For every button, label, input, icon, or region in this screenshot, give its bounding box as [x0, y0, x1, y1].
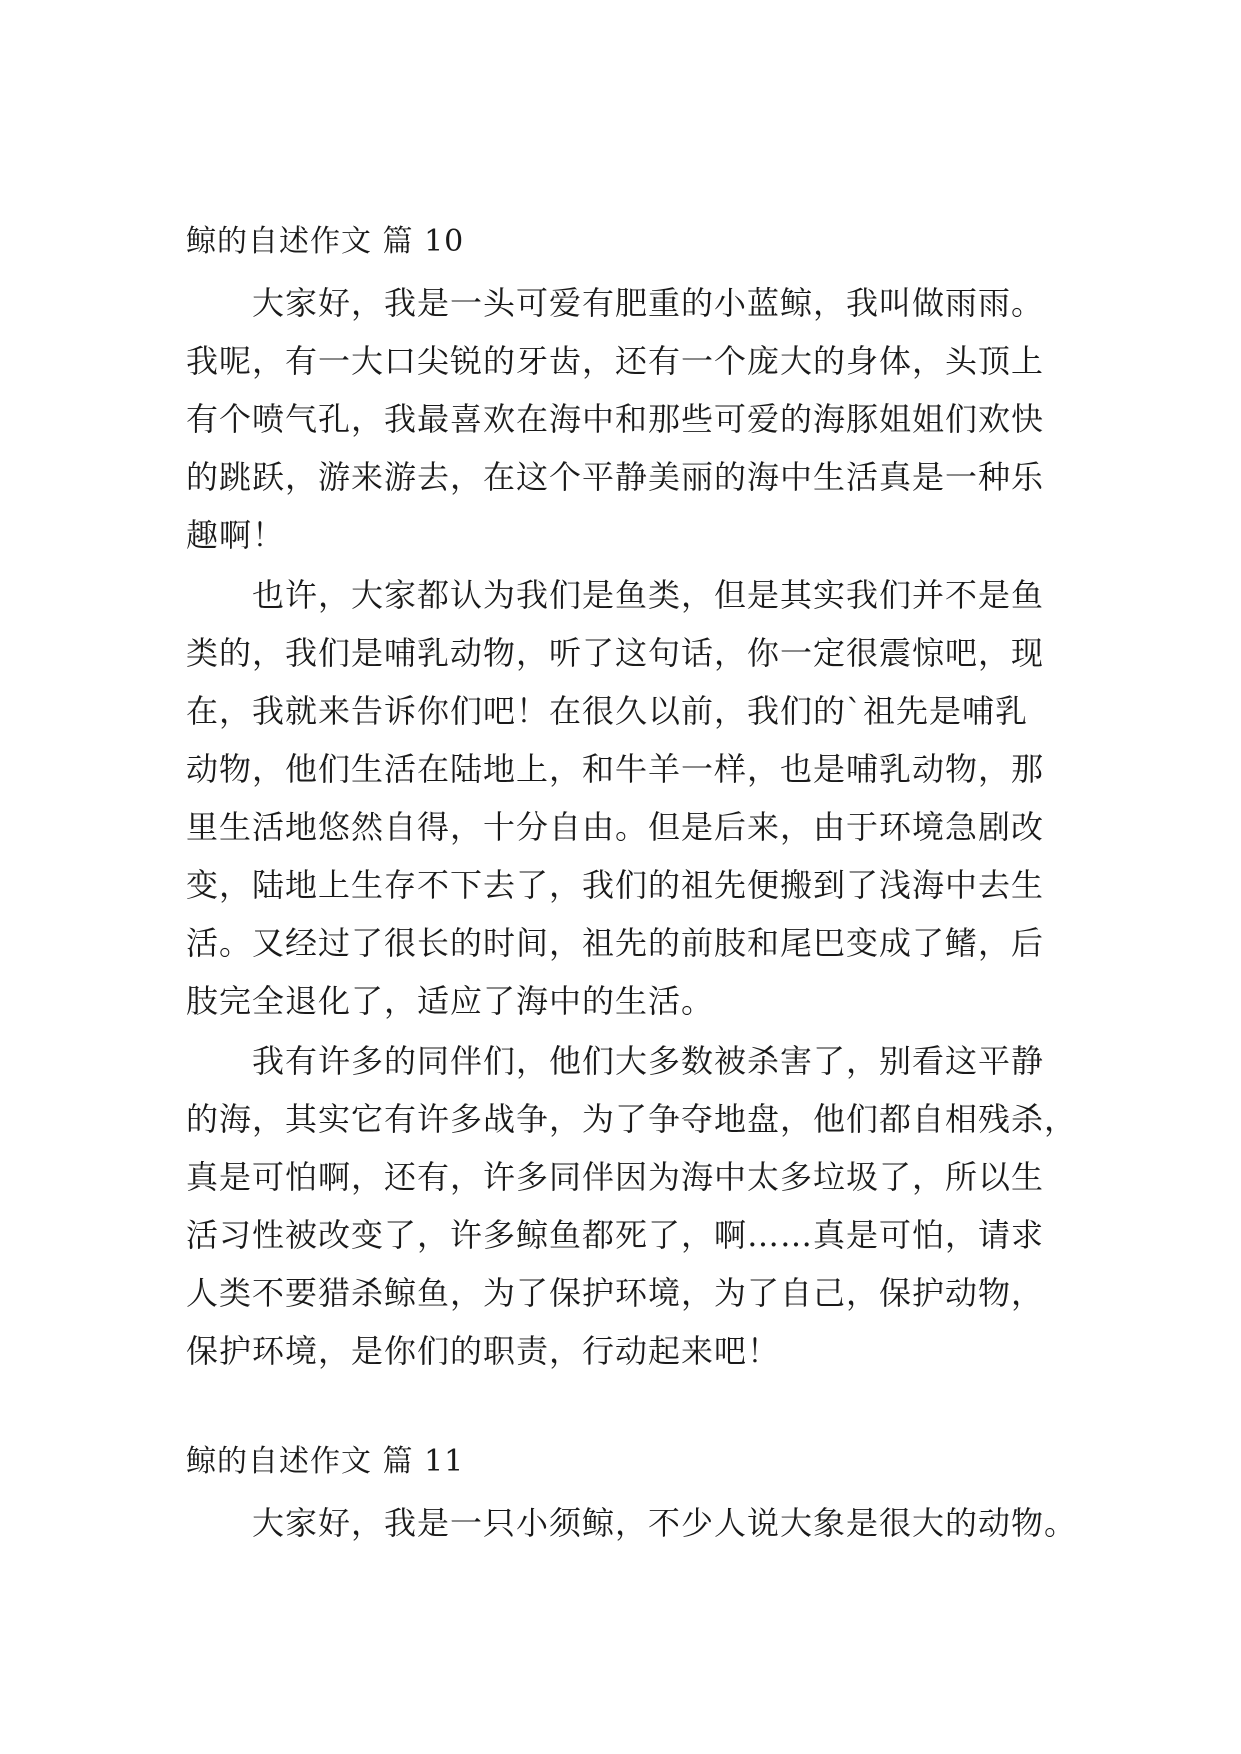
paragraph-line: 变，陆地上生存不下去了，我们的祖先便搬到了浅海中去生	[186, 866, 1045, 904]
section-title: 鲸的自述作文 篇 11	[186, 1444, 465, 1479]
paragraph-line: 活。又经过了很长的时间，祖先的前肢和尾巴变成了鳍，后	[186, 924, 1045, 962]
paragraph-line: 大家好，我是一只小须鲸，不少人说大象是很大的动物。	[252, 1504, 1078, 1542]
paragraph-line: 动物，他们生活在陆地上，和牛羊一样，也是哺乳动物，那	[186, 750, 1045, 788]
paragraph-line: 趣啊！	[186, 516, 286, 554]
paragraph-line: 也许，大家都认为我们是鱼类，但是其实我们并不是鱼	[252, 576, 1045, 614]
paragraph-line: 有个喷气孔，我最喜欢在海中和那些可爱的海豚姐姐们欢快	[186, 400, 1045, 438]
paragraph-line: 人类不要猎杀鲸鱼，为了保护环境，为了自己，保护动物，	[186, 1274, 1045, 1312]
paragraph-line: 里生活地悠然自得，十分自由。但是后来，由于环境急剧改	[186, 808, 1045, 846]
section-title: 鲸的自述作文 篇 10	[186, 224, 465, 259]
paragraph-line: 真是可怕啊，还有，许多同伴因为海中太多垃圾了，所以生	[186, 1158, 1045, 1196]
paragraph-line: 保护环境，是你们的职责，行动起来吧！	[186, 1332, 781, 1370]
paragraph-line: 大家好，我是一头可爱有肥重的小蓝鲸，我叫做雨雨。	[252, 284, 1045, 322]
paragraph-line: 的海，其实它有许多战争，为了争夺地盘，他们都自相残杀，	[186, 1100, 1078, 1138]
paragraph-line: 我呢，有一大口尖锐的牙齿，还有一个庞大的身体，头顶上	[186, 342, 1045, 380]
paragraph-line: 的跳跃，游来游去，在这个平静美丽的海中生活真是一种乐	[186, 458, 1045, 496]
paragraph-line: 活习性被改变了，许多鲸鱼都死了，啊……真是可怕，请求	[186, 1216, 1045, 1254]
paragraph-line: 我有许多的同伴们，他们大多数被杀害了，别看这平静	[252, 1042, 1045, 1080]
paragraph-line: 类的，我们是哺乳动物，听了这句话，你一定很震惊吧，现	[186, 634, 1045, 672]
paragraph-line: 在，我就来告诉你们吧！在很久以前，我们的`祖先是哺乳	[186, 692, 1029, 730]
paragraph-line: 肢完全退化了，适应了海中的生活。	[186, 982, 715, 1020]
